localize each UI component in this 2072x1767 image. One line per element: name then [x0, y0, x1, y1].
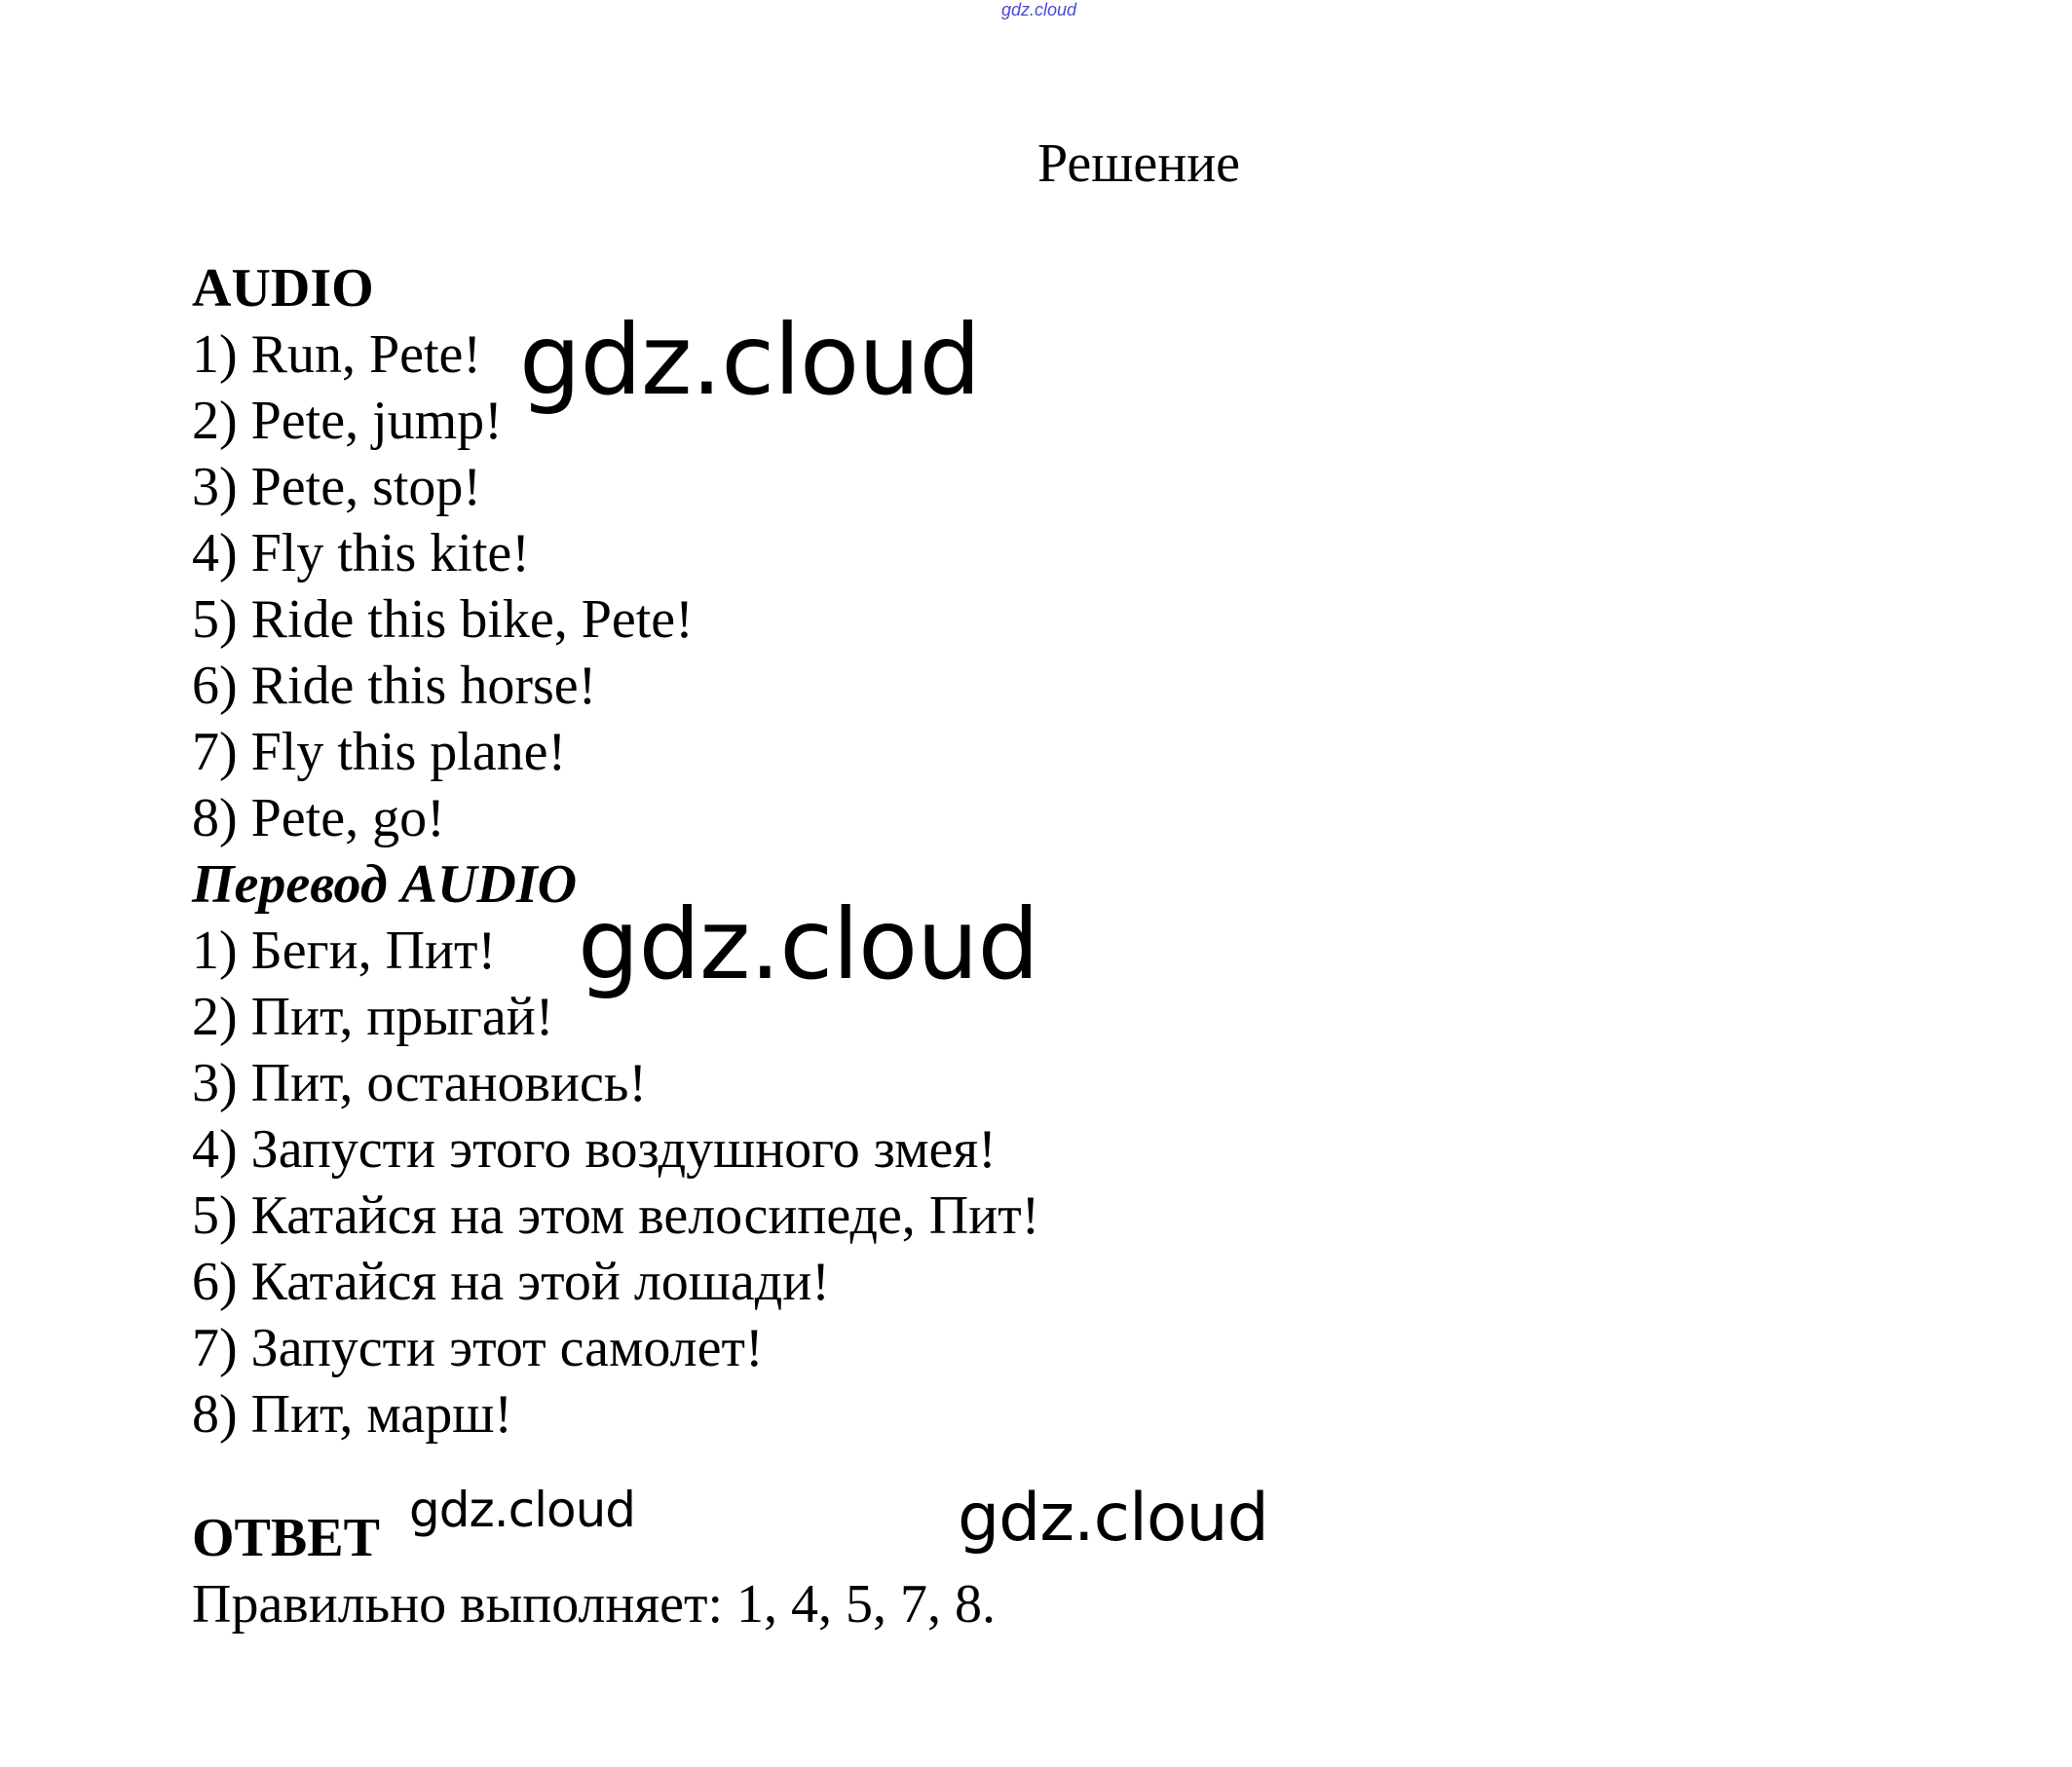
watermark-large-2: gdz.cloud: [578, 887, 1039, 1001]
audio-heading: AUDIO: [192, 258, 374, 319]
watermark-large-1: gdz.cloud: [519, 303, 981, 417]
document-body: [192, 255, 1039, 1447]
audio-line-2: 2) Pete, jump!: [192, 391, 503, 451]
audio-line-5: 5) Ride this bike, Pete!: [192, 589, 694, 650]
audio-line-8: 8) Pete, go!: [192, 788, 445, 848]
audio-line-3: 3) Pete, stop!: [192, 457, 482, 517]
audio-line-6: 6) Ride this horse!: [192, 656, 597, 716]
translation-line-3: 3) Пит, остановись!: [192, 1053, 648, 1113]
watermark-medium: gdz.cloud: [958, 1480, 1268, 1557]
answer-text: Правильно выполняет: 1, 4, 5, 7, 8.: [192, 1574, 997, 1635]
audio-line-7: 7) Fly this plane!: [192, 722, 567, 782]
page-title: Решение: [1037, 133, 1241, 194]
top-watermark: gdz.cloud: [1001, 0, 1077, 19]
translation-line-7: 7) Запусти этот самолет!: [192, 1318, 764, 1378]
watermark-small: gdz.cloud: [409, 1482, 636, 1538]
translation-line-4: 4) Запусти этого воздушного змея!: [192, 1119, 997, 1180]
translation-line-6: 6) Катайся на этой лошади!: [192, 1252, 830, 1312]
translation-heading: Перевод AUDIO: [192, 854, 578, 915]
translation-line-5: 5) Катайся на этом велосипеде, Пит!: [192, 1185, 1040, 1246]
translation-line-8: 8) Пит, марш!: [192, 1384, 512, 1445]
audio-line-1: 1) Run, Pete!: [192, 324, 482, 385]
answer-heading: ОТВЕТ: [192, 1508, 380, 1568]
audio-line-4: 4) Fly this kite!: [192, 523, 530, 583]
translation-line-1: 1) Беги, Пит!: [192, 921, 497, 981]
translation-line-2: 2) Пит, прыгай!: [192, 987, 554, 1047]
